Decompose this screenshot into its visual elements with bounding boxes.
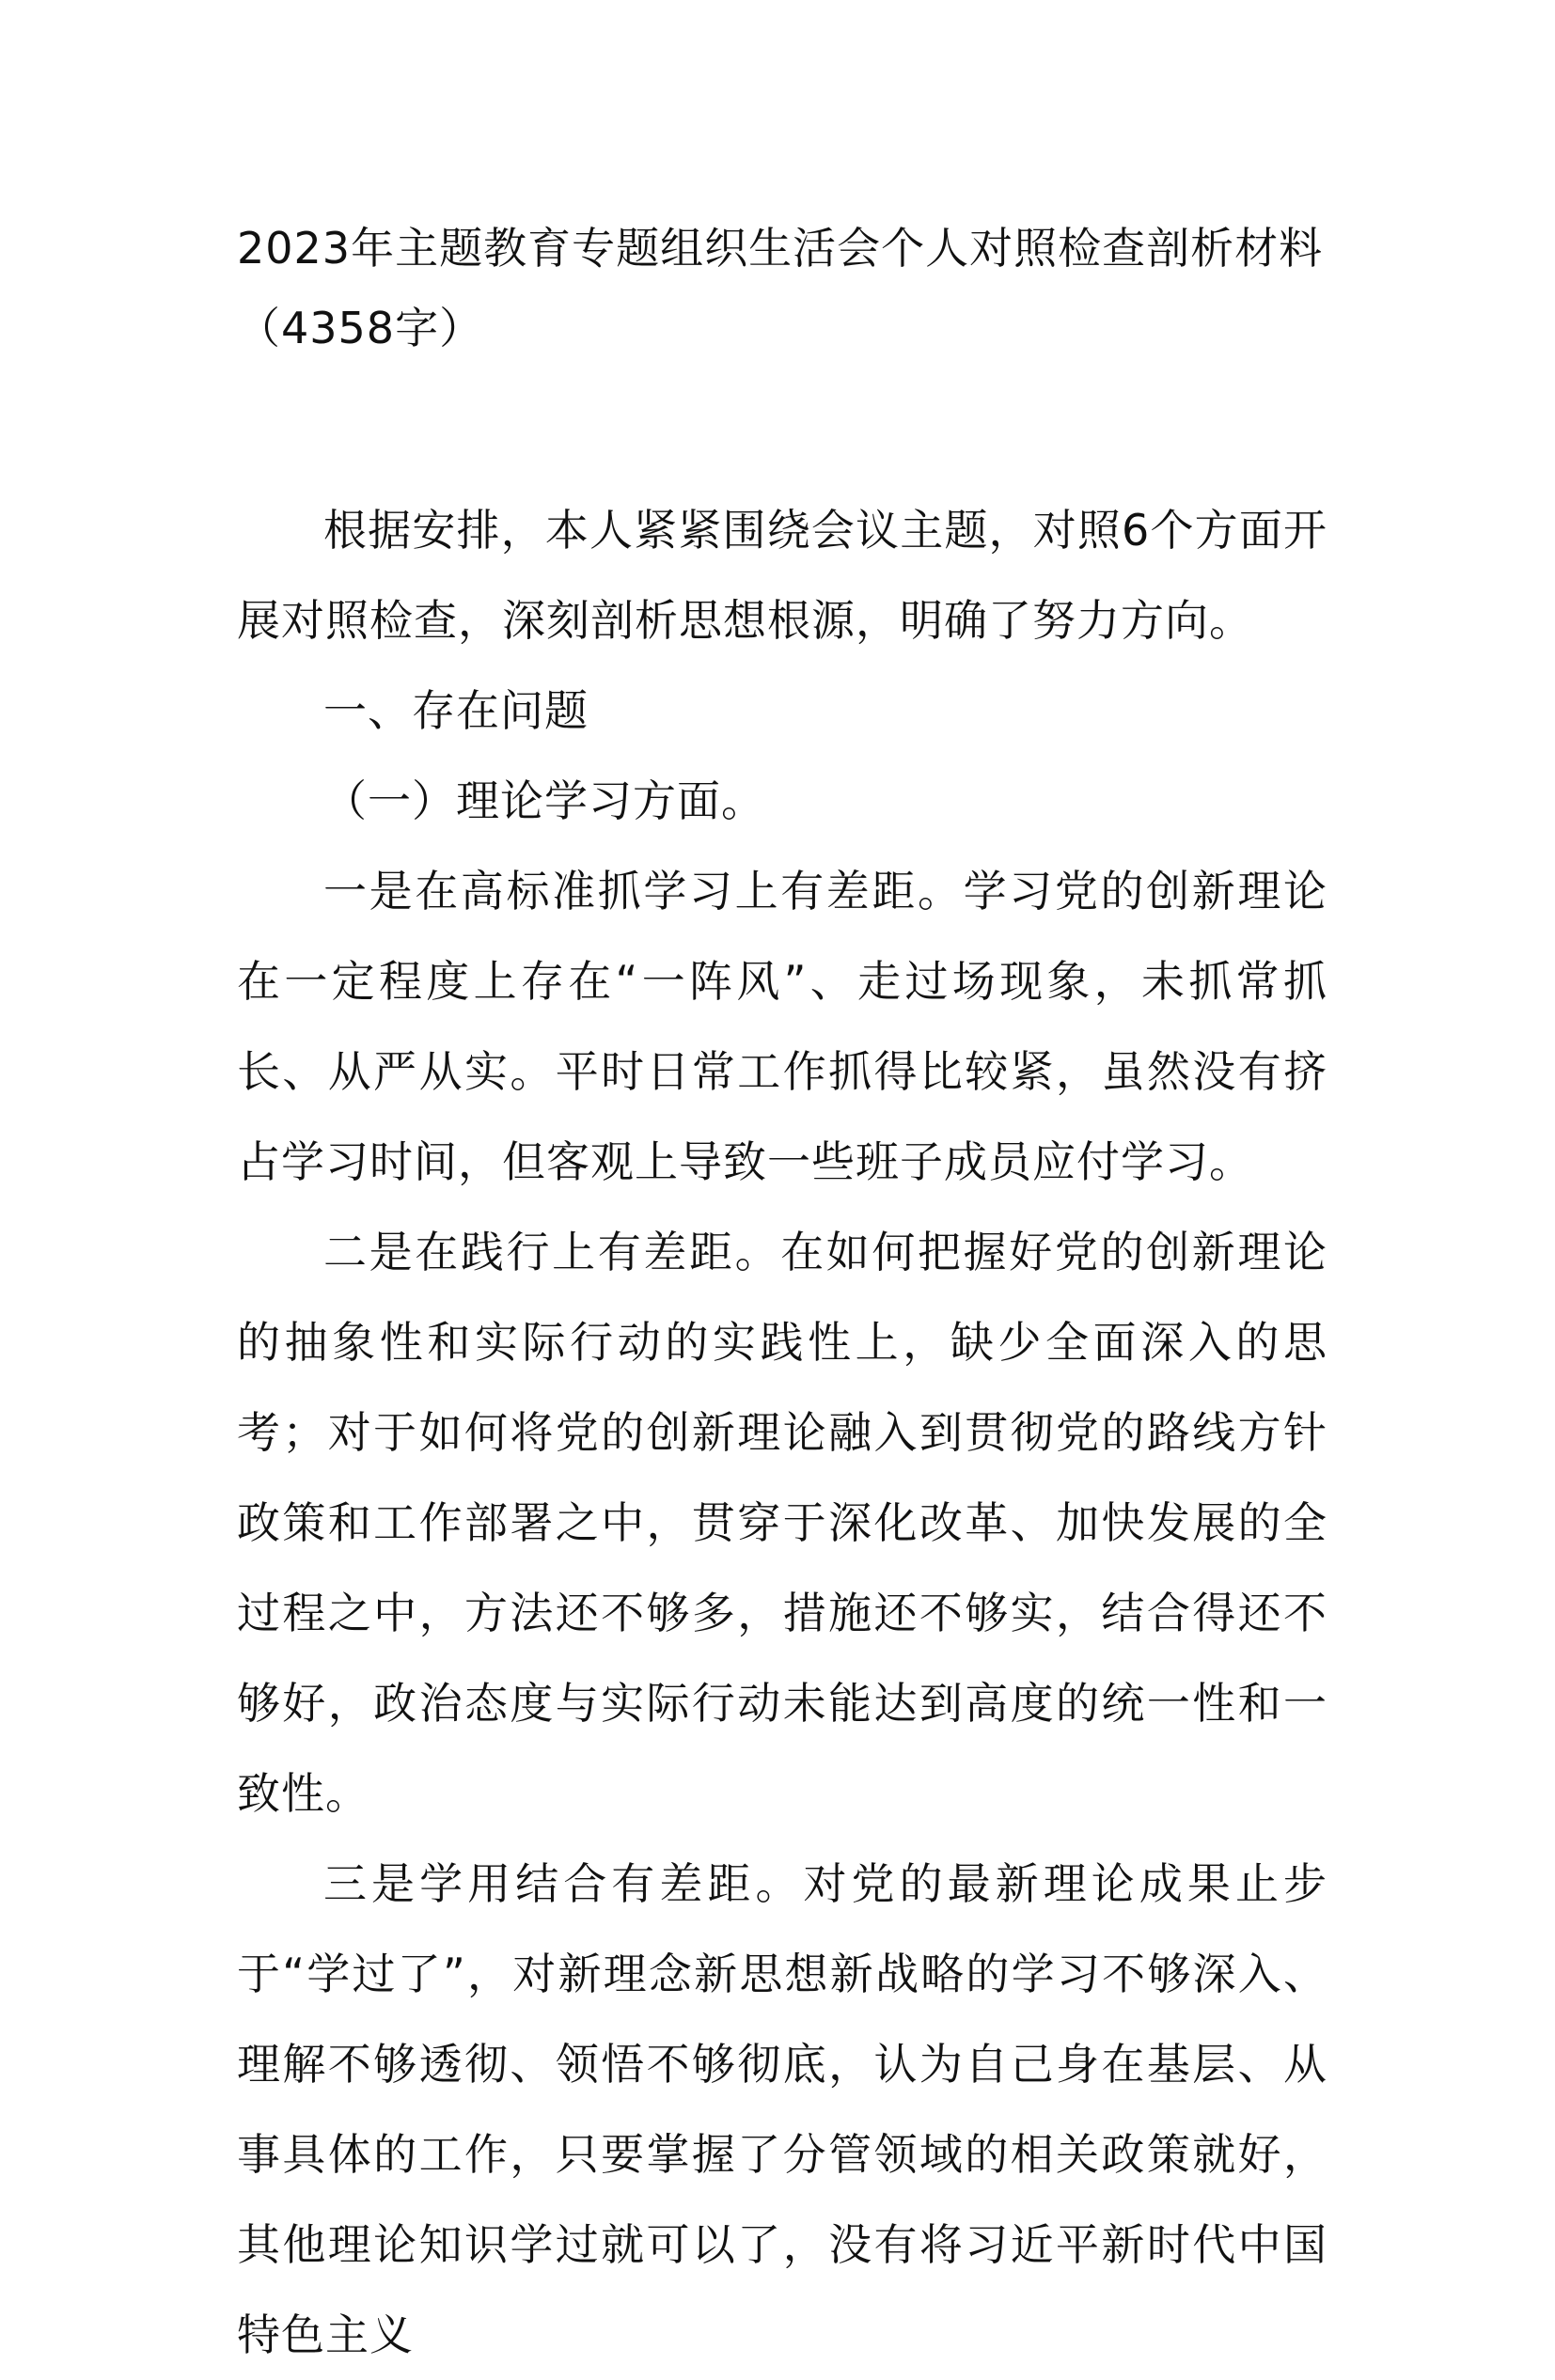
body-paragraph: 二是在践行上有差距。在如何把握好党的创新理论的抽象性和实际行动的实践性上，缺少全面深入的思考；对于如何将党的创新理论融入到贯彻党的路线方针政策和工作部署之中，贯穿于深化改革、加快发展的全过程之中，方法还不够多，措施还不够实，结合得还不够好，政治态度与实际行动未能达到高度的统一性和一致性。	[237, 1227, 1327, 1819]
document-page	[237, 209, 1327, 2380]
section-heading: 一、存在问题	[323, 685, 589, 736]
body-paragraph: 一是在高标准抓学习上有差距。学习党的创新理论在一定程度上存在“一阵风”、走过场现象，未抓常抓长、从严从实。平时日常工作抓得比较紧，虽然没有挤占学习时间，但客观上导致一些班子成员应付学习。	[237, 866, 1327, 1187]
body-paragraph: 三是学用结合有差距。对党的最新理论成果止步于“学过了”，对新理念新思想新战略的学习不够深入、理解不够透彻、领悟不够彻底，认为自己身在基层、从事具体的工作，只要掌握了分管领域的相关政策就好，其他理论知识学过就可以了，没有将习近平新时代中国特色主义	[237, 1858, 1327, 2360]
document-body	[237, 485, 1327, 2380]
subsection-heading: （一）理论学习方面。	[323, 775, 765, 826]
intro-paragraph: 根据安排，本人紧紧围绕会议主题，对照6个方面开展对照检查，深刻剖析思想根源，明确了努力方向。	[237, 505, 1327, 646]
document-title: 2023年主题教育专题组织生活会个人对照检查剖析材料（4358字）	[237, 223, 1324, 353]
